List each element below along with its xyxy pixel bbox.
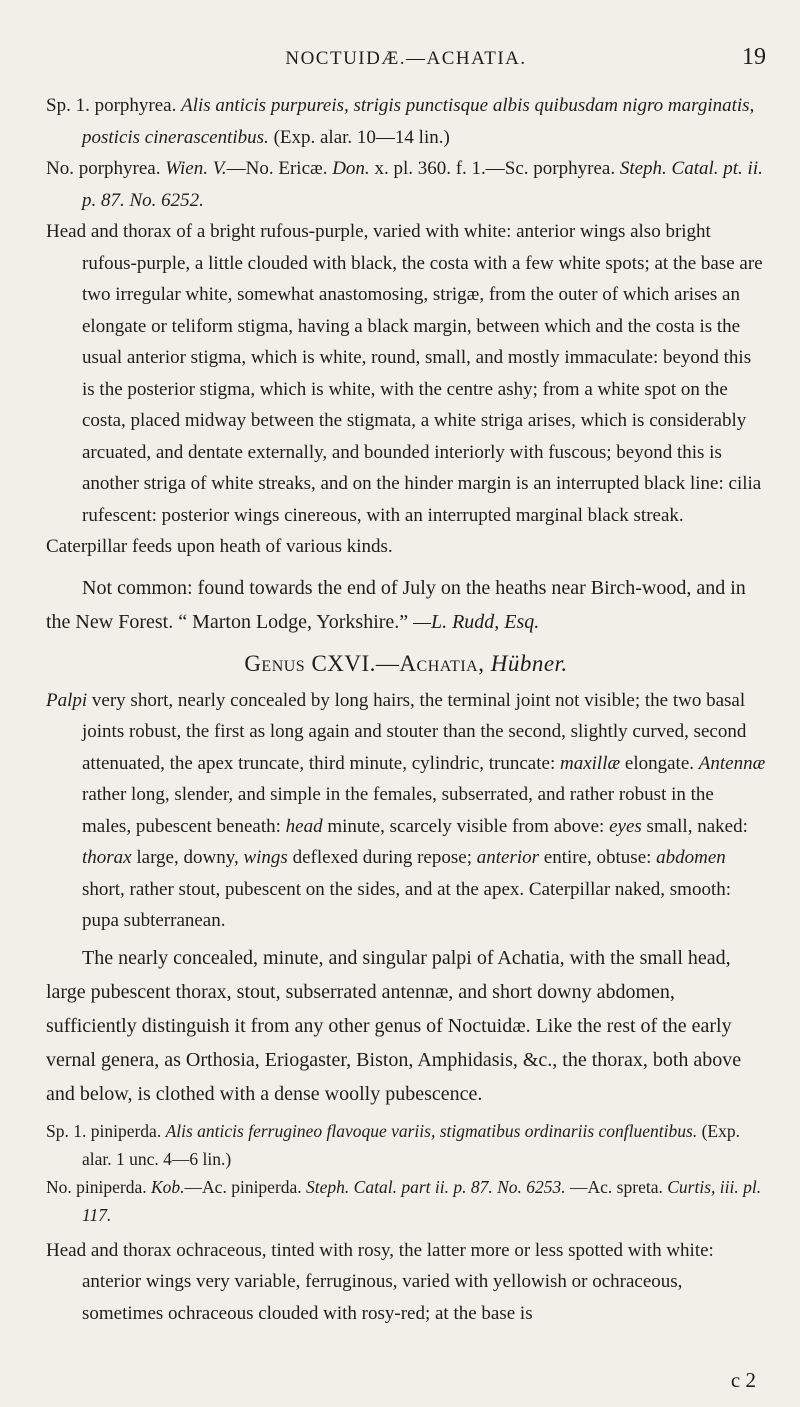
genus-label: Genus CXVI.—Achatia, [244,650,485,676]
term-head: head [285,815,323,837]
synonymy-piniperda [46,1173,766,1229]
page-header [46,44,766,76]
species-entry-piniperda [46,1117,766,1173]
genus-heading [46,651,766,677]
synonym-name: —Ac. piniperda. [184,1176,302,1197]
synonym-reference: Curtis, iii. pl. 117. [82,1176,762,1225]
text-wings: deflexed during repose; [292,847,472,868]
species-label: Sp. 1. porphyrea. [46,95,177,116]
species-entry-porphyrea [46,90,766,153]
synonym-authority: Don. [332,158,370,179]
text-maxillae: elongate. [624,752,695,774]
caterpillar-note-porphyrea: Caterpillar feeds upon heath of various kinds. [46,536,393,557]
species-expanse: (Exp. alar. 1 unc. 4—6 lin.) [82,1120,740,1169]
text-palpi: very short, nearly concealed by long hairs, the terminal joint not visible; the two basal joints robust, the first as long again and stouter than the second, slightly curved, second attenuated, the apex truncate, third minute, cylindric, truncate: [82,689,747,774]
signature-mark: c 2 [730,1368,756,1392]
species-expanse: (Exp. alar. 10—14 lin.) [273,126,450,148]
text-eyes: small, naked: [646,815,748,837]
synonym-name: —No. Ericæ. [226,158,328,179]
locality-authority: —L. Rudd, Esq. [413,610,540,633]
synonymy-porphyrea [46,153,766,216]
genus-author: Hübner. [490,650,568,676]
term-wings: wings [243,847,288,868]
synonym-reference: Steph. Catal. part ii. p. 87. No. 6253. [306,1176,566,1197]
term-anterior: anterior [476,847,540,868]
synonym-authority: Wien. V. [165,158,227,179]
text-thorax: large, downy, [136,847,239,868]
synonym-reference: x. pl. 360. f. 1.—Sc. porphyrea. [374,158,616,179]
genus-remarks: The nearly concealed, minute, and singular palpi of Achatia, with the small head, large pubescent thorax, stout, subserrated antennæ, and short downy abdomen, sufficiently distinguish it from any other genus of Noctuidæ. Like the rest of the early vernal genera, as Orthosia, Eriogaster, Biston, Amphidasis, &c., the thorax, both above and below, is clothed with a dense woolly pubescence. [46,946,742,1105]
text-anterior: entire, obtuse: [543,847,652,868]
synonym-name: No. piniperda. [46,1176,147,1197]
text-abdomen: short, rather stout, pubescent on the sides, and at the apex. Caterpillar naked, smooth: pupa subterranean. [82,878,731,931]
synonym-name: No. porphyrea. [46,158,161,179]
term-abdomen: abdomen [656,847,726,868]
genus-characters [46,685,766,937]
synonym-reference: Steph. Catal. pt. ii. p. 87. No. 6252. [82,158,763,211]
term-maxillae: maxillæ [559,752,621,774]
species-diagnosis: Alis anticis ferrugineo flavoque variis, stigmatibus ordinariis confluentibus. [165,1120,698,1141]
species-label: Sp. 1. piniperda. [46,1120,162,1141]
text-antennae: rather long, slender, and simple in the females, subserrated, and rather robust in the males, pubescent beneath: [82,784,714,837]
locality-text: Not common: found towards the end of July on the heaths near Birch-wood, and in the New Forest. “ Marton Lodge, Yorkshire.” [46,576,746,633]
locality-porphyrea [46,571,766,639]
term-palpi: Palpi [46,689,88,711]
page-number: 19 [742,44,766,70]
species-diagnosis: Alis anticis purpureis, strigis punctisque albis quibusdam nigro marginatis, posticis cinerascentibus. [82,95,755,148]
synonym-name: —Ac. spreta. [570,1176,663,1197]
term-thorax: thorax [82,847,132,868]
text-head: minute, scarcely visible from above: [327,815,605,837]
description-piniperda: Head and thorax ochraceous, tinted with rosy, the latter more or less spotted with white: anterior wings very variable, ferruginous, varied with yellowish or ochraceous, sometimes ochraceous clouded with rosy-red; at the base is [46,1239,714,1324]
description-porphyrea: Head and thorax of a bright rufous-purple, varied with white: anterior wings also bright rufous-purple, a little clouded with black, the costa with a few white spots; at the base are two irregular white, somewhat anastomosing, strigæ, from the outer of which arises an elongate or teliform stigma, having a black margin, between which and the costa is the usual anterior stigma, which is white, round, small, and mostly immaculate: beyond this is the posterior stigma, which is white, with the centre ashy; from a white spot on the costa, placed midway between the stigmata, a white striga arises, which is considerably arcuated, and dentate externally, and bounded interiorly with fuscous; beyond this is another striga of white streaks, and on the hinder margin is an interrupted black line: cilia rufescent: posterior wings cinereous, with an interrupted marginal black streak. [46,221,763,526]
running-title: NOCTUIDÆ.—ACHATIA. [285,48,527,69]
term-antennae: Antennæ [698,752,766,774]
term-eyes: eyes [609,815,642,837]
synonym-authority: Kob. [150,1176,185,1197]
